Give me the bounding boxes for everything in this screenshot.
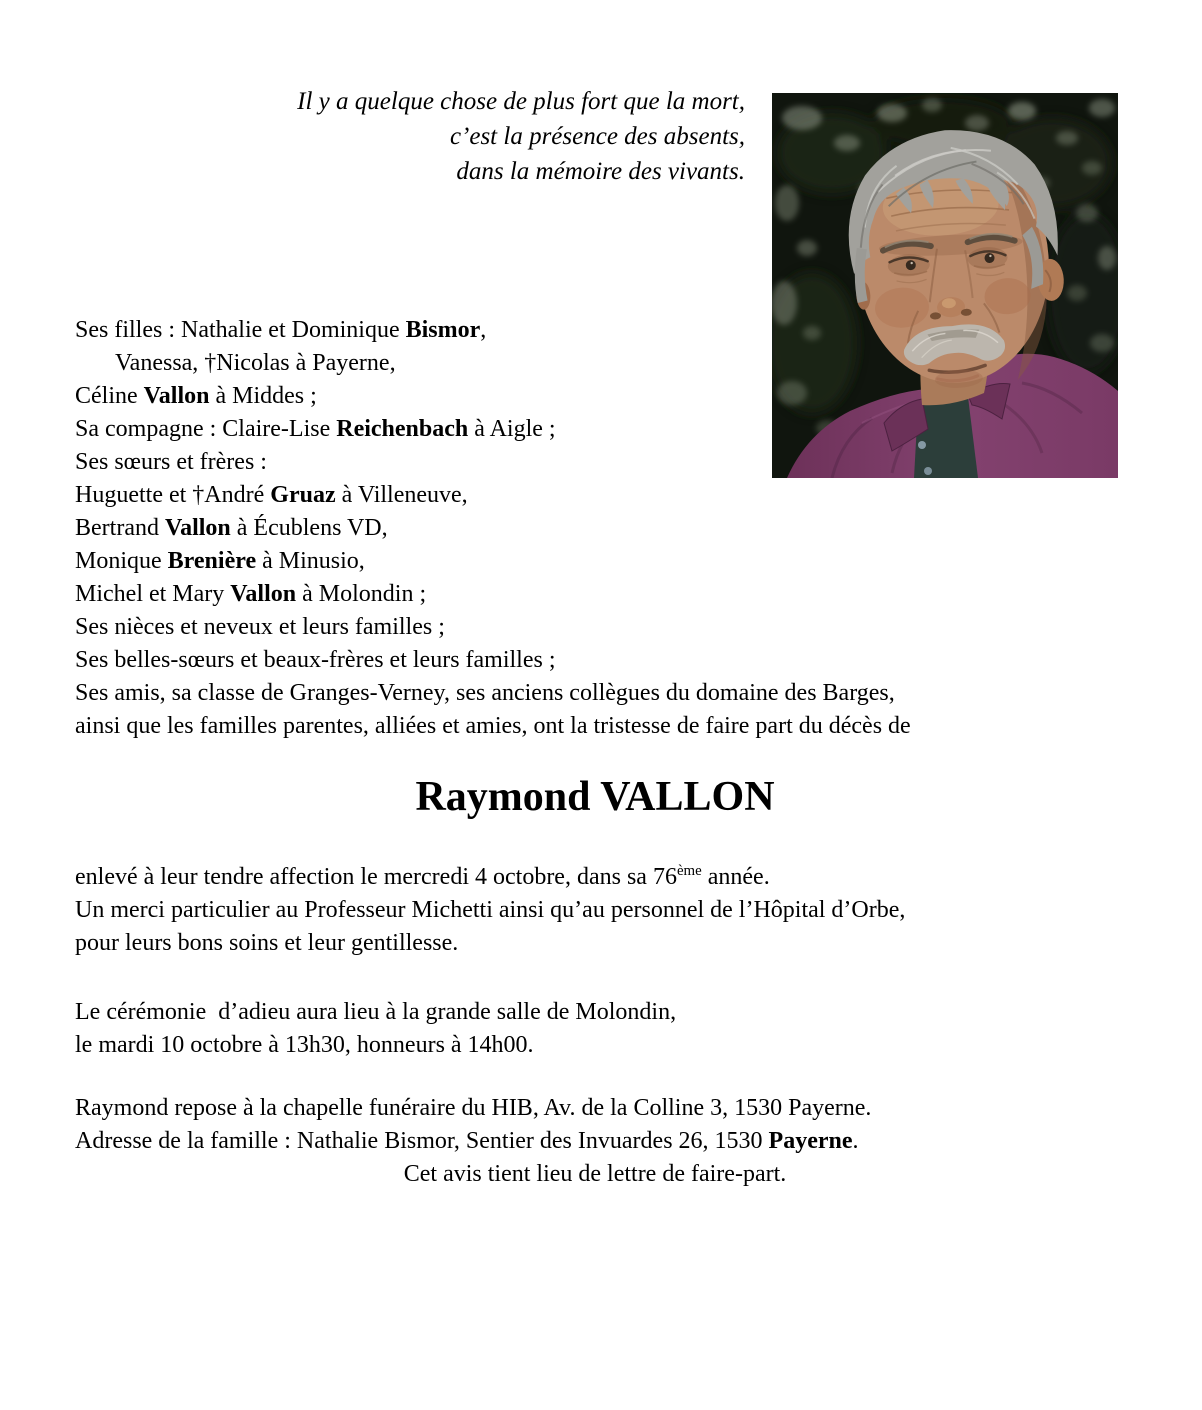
deceased-name: Raymond VALLON xyxy=(415,774,775,820)
text-line: pour leurs bons soins et leur gentillesse. xyxy=(75,930,459,956)
text-line: Vanessa, †Nicolas à Payerne, xyxy=(115,350,396,376)
text-line: Adresse de la famille : Nathalie Bismor, Sentier des Invuardes 26, 1530 Payerne. xyxy=(75,1128,859,1154)
quote-line: Il y a quelque chose de plus fort que la mort, xyxy=(297,88,745,115)
text-line: Ses amis, sa classe de Granges-Verney, ses anciens collègues du domaine des Barges, xyxy=(75,680,895,706)
text-line: Ses sœurs et frères : xyxy=(75,449,267,475)
quote-line: dans la mémoire des vivants. xyxy=(456,158,745,185)
text-line: Ses filles : Nathalie et Dominique Bismor, xyxy=(75,317,487,343)
text-line: Céline Vallon à Middes ; xyxy=(75,383,317,409)
text-line: Le cérémonie d’adieu aura lieu à la grande salle de Molondin, xyxy=(75,999,677,1025)
text-line: Huguette et †André Gruaz à Villeneuve, xyxy=(75,482,468,508)
text-line: Cet avis tient lieu de lettre de faire-part. xyxy=(403,1161,787,1187)
memorial-quote xyxy=(145,84,745,189)
text-line: Un merci particulier au Professeur Michetti ainsi qu’au personnel de l’Hôpital d’Orbe, xyxy=(75,897,906,923)
quote-line: c’est la présence des absents, xyxy=(449,123,745,150)
text-line: enlevé à leur tendre affection le mercredi 4 octobre, dans sa 76ème année. xyxy=(75,863,770,890)
text-line: ainsi que les familles parentes, alliées et amies, ont la tristesse de faire part du décès de xyxy=(75,713,911,739)
text-line: Bertrand Vallon à Écublens VD, xyxy=(75,515,388,541)
text-line: Sa compagne : Claire-Lise Reichenbach à Aigle ; xyxy=(75,416,556,442)
tribute-paragraph xyxy=(75,861,1115,960)
repose-paragraph xyxy=(75,1092,1115,1191)
text-line: Ses belles-sœurs et beaux-frères et leurs familles ; xyxy=(75,647,556,673)
ceremony-paragraph xyxy=(75,996,1115,1062)
text-line: Raymond repose à la chapelle funéraire du HIB, Av. de la Colline 3, 1530 Payerne. xyxy=(75,1095,872,1121)
text-line: Michel et Mary Vallon à Molondin ; xyxy=(75,581,427,607)
family-announcement xyxy=(75,314,1115,743)
text-line: Ses nièces et neveux et leurs familles ; xyxy=(75,614,445,640)
text-line: le mardi 10 octobre à 13h30, honneurs à 14h00. xyxy=(75,1032,534,1058)
text-line: Monique Brenière à Minusio, xyxy=(75,548,365,574)
